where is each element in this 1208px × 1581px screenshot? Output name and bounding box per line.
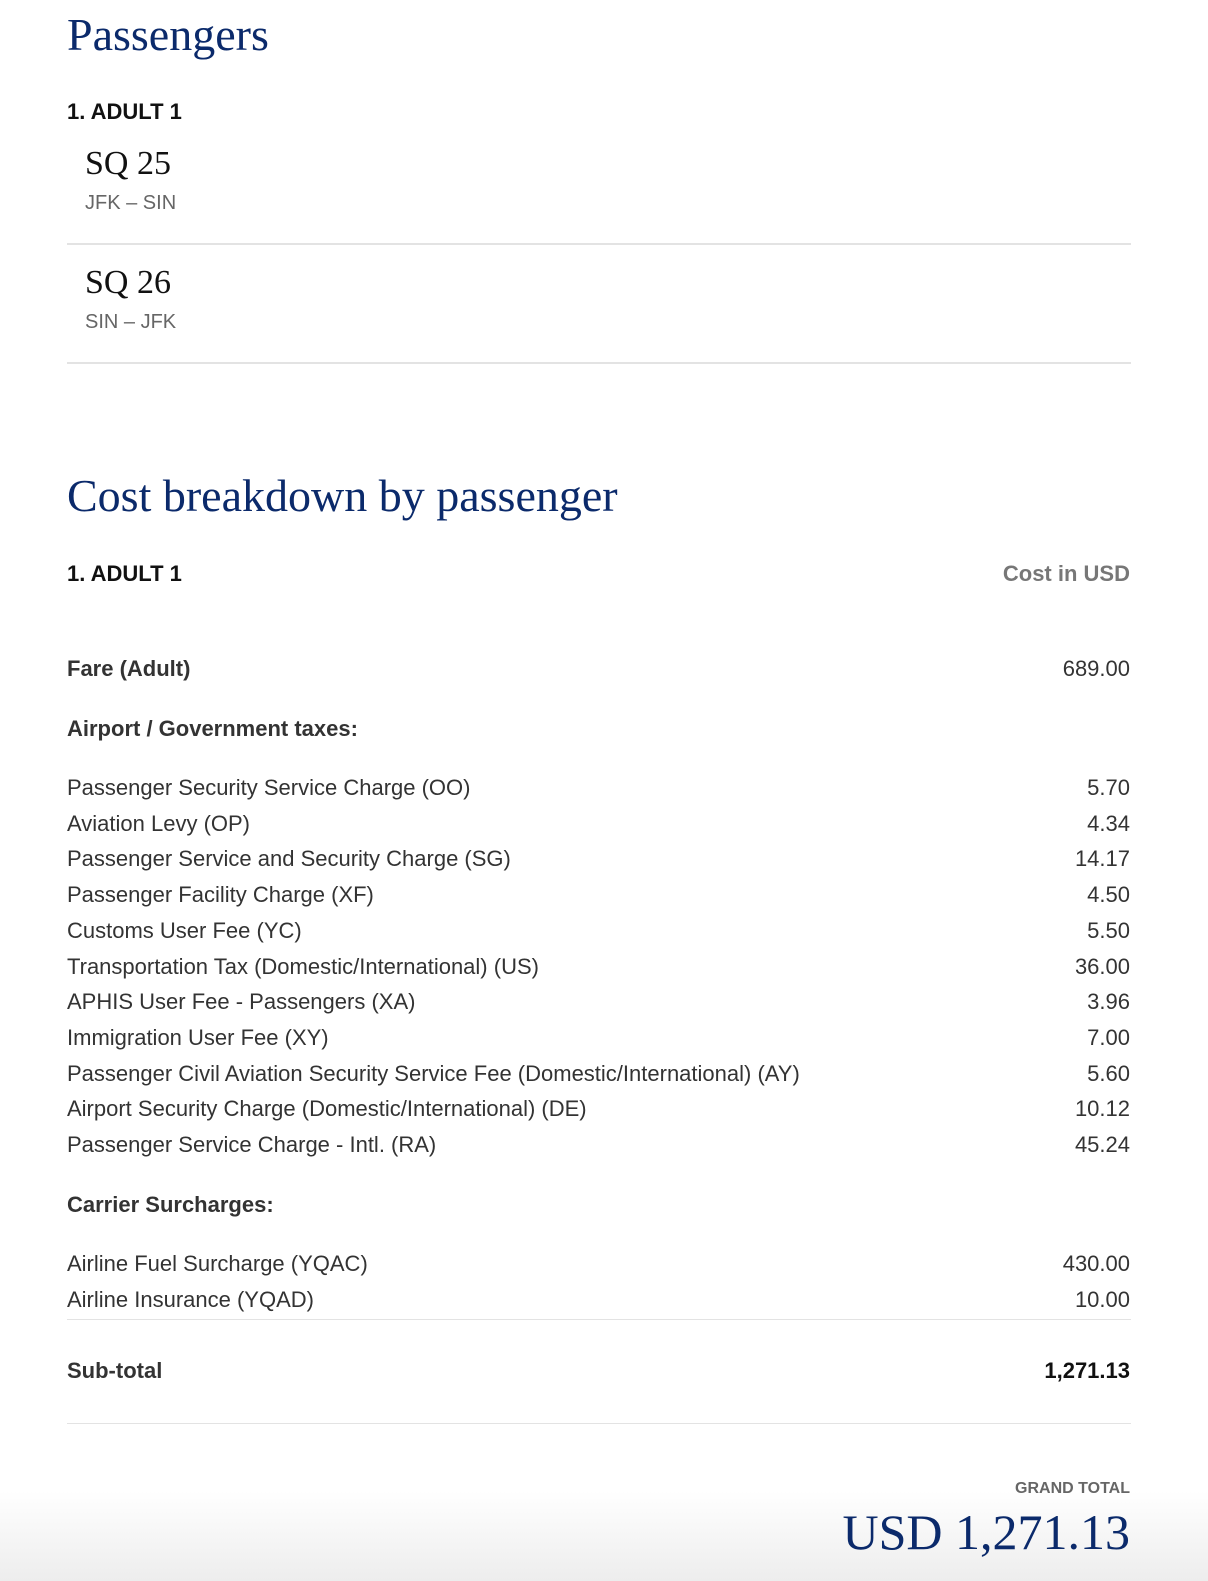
item-label: Passenger Civil Aviation Security Service Fee (Domestic/International) (AY) (67, 1060, 800, 1086)
surcharge-row (67, 1251, 1130, 1277)
item-label: Airline Insurance (YQAD) (67, 1286, 314, 1312)
taxes-heading (67, 716, 1130, 742)
item-label: Immigration User Fee (XY) (67, 1024, 329, 1050)
tax-row (67, 846, 1130, 872)
grand-total-label: GRAND TOTAL (1015, 1480, 1130, 1497)
tax-row (67, 1096, 1130, 1122)
surcharges-heading-label: Carrier Surcharges: (67, 1192, 274, 1217)
item-value: 7.00 (1087, 1024, 1130, 1050)
item-label: Customs User Fee (YC) (67, 917, 302, 943)
item-label: Passenger Facility Charge (XF) (67, 882, 374, 908)
tax-row (67, 954, 1130, 980)
fare-value: 689.00 (1062, 656, 1130, 681)
subtotal-value: 1,271.13 (1044, 1358, 1130, 1383)
passengers-title: Passengers (67, 9, 269, 60)
taxes-heading-label: Airport / Government taxes: (67, 716, 358, 741)
fare-label: Fare (Adult) (67, 656, 191, 681)
grand-total-value: USD 1,271.13 (842, 1504, 1130, 1560)
passenger-label: 1. ADULT 1 (67, 561, 182, 586)
item-value: 10.00 (1074, 1286, 1130, 1312)
item-value: 4.34 (1087, 810, 1130, 836)
item-label: Passenger Security Service Charge (OO) (67, 775, 471, 800)
item-label: Airline Fuel Surcharge (YQAC) (67, 1251, 368, 1276)
tax-row (67, 1025, 1130, 1051)
item-value: 3.96 (1087, 989, 1130, 1015)
item-value: 45.24 (1074, 1132, 1130, 1157)
subtotal-label: Sub-total (67, 1358, 163, 1383)
passenger-label: 1. ADULT 1 (67, 99, 182, 124)
item-value: 10.12 (1074, 1096, 1130, 1122)
item-value: 4.50 (1087, 882, 1130, 908)
tax-row (67, 989, 1130, 1015)
flight-number: SQ 26 (85, 264, 171, 301)
currency-header: Cost in USD (1002, 561, 1130, 586)
item-value: 5.60 (1087, 1060, 1130, 1086)
flight-item (67, 140, 1131, 245)
item-value: 5.70 (1087, 775, 1130, 800)
tax-row (67, 775, 1130, 801)
tax-row (67, 882, 1130, 908)
item-label: Passenger Service and Security Charge (SG) (67, 846, 511, 872)
breakdown-header (67, 561, 1130, 587)
divider (67, 1423, 1131, 1424)
surcharge-row (67, 1287, 1130, 1313)
tax-row (67, 1132, 1130, 1158)
item-label: Passenger Service Charge - Intl. (RA) (67, 1132, 437, 1157)
item-label: APHIS User Fee - Passengers (XA) (67, 989, 416, 1015)
item-value: 430.00 (1062, 1251, 1130, 1276)
divider (67, 1319, 1131, 1320)
item-label: Aviation Levy (OP) (67, 810, 251, 836)
tax-row (67, 918, 1130, 944)
item-value: 36.00 (1074, 953, 1130, 979)
flight-route: JFK – SIN (85, 192, 177, 214)
fare-row (67, 656, 1130, 682)
item-label: Airport Security Charge (Domestic/International) (DE) (67, 1096, 587, 1122)
subtotal-row (67, 1358, 1130, 1384)
flight-number: SQ 25 (85, 145, 171, 182)
flight-item (67, 259, 1131, 364)
item-value: 14.17 (1074, 846, 1130, 872)
item-label: Transportation Tax (Domestic/International) (US) (67, 953, 539, 979)
cost-breakdown-title: Cost breakdown by passenger (67, 470, 618, 521)
tax-row (67, 811, 1130, 837)
flight-route: SIN – JFK (85, 311, 177, 333)
item-value: 5.50 (1087, 917, 1130, 943)
tax-row (67, 1061, 1130, 1087)
surcharges-heading (67, 1192, 1130, 1218)
